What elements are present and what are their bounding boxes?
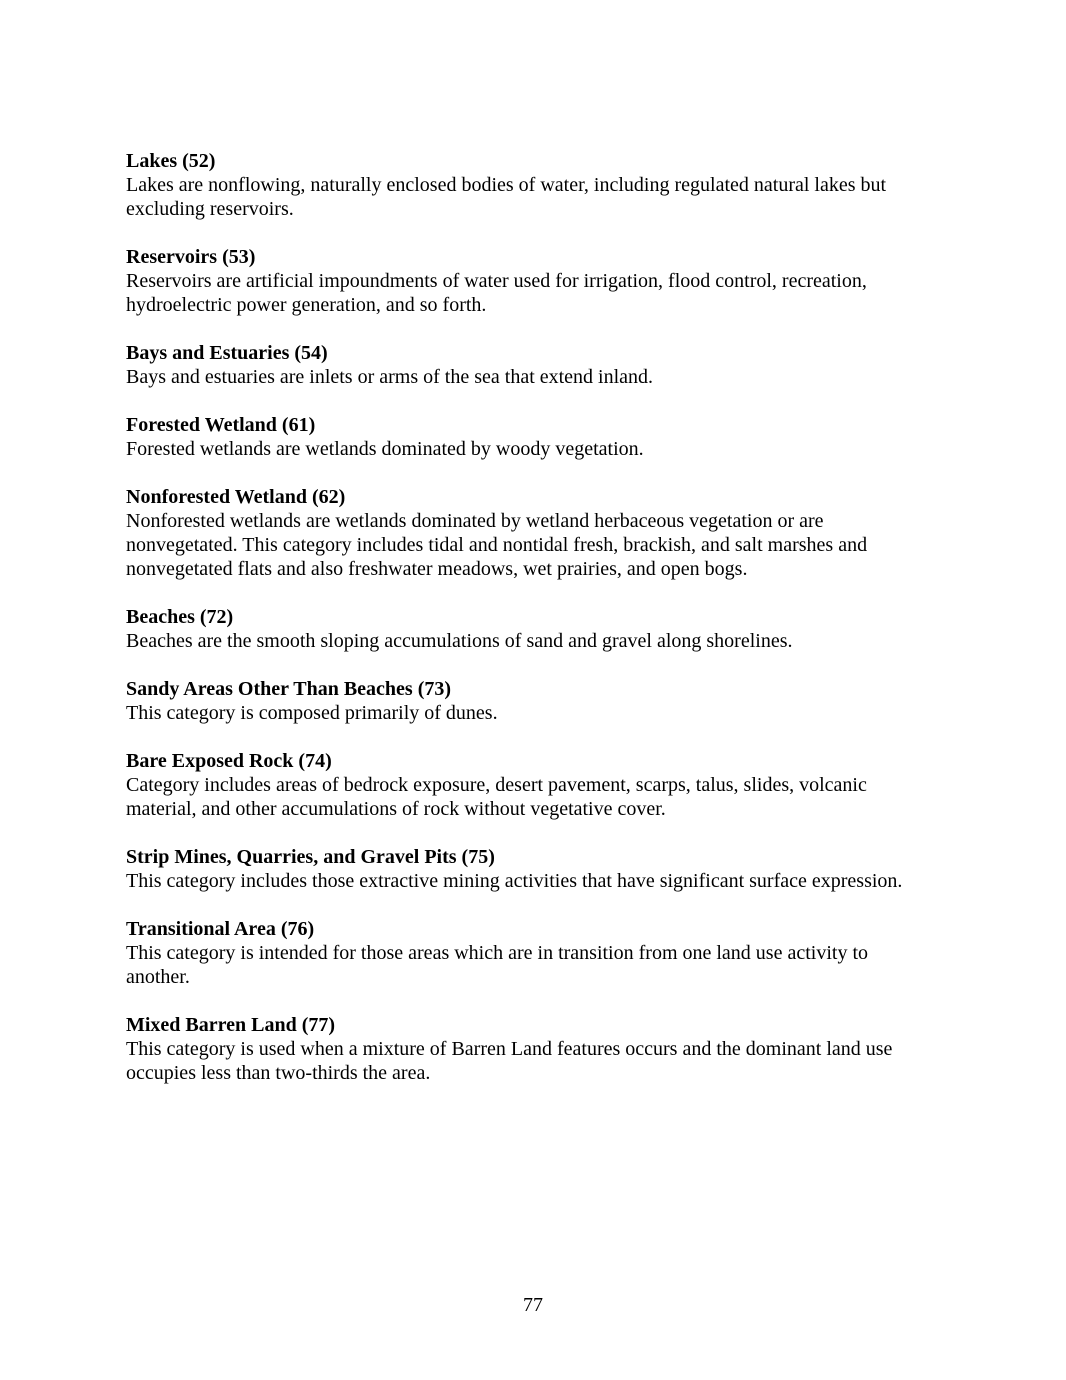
entry-reservoirs — [126, 245, 956, 317]
description-line: Beaches are the smooth sloping accumulations of sand and gravel along shorelines. — [126, 630, 793, 652]
entry-heading: Mixed Barren Land (77) — [126, 1014, 336, 1036]
entry-heading: Bare Exposed Rock (74) — [126, 750, 332, 772]
entry-description — [126, 941, 956, 989]
entry-transitional-area — [126, 917, 956, 989]
entry-heading: Nonforested Wetland (62) — [126, 486, 346, 508]
entry-mixed-barren-land — [126, 1013, 956, 1085]
entry-heading: Beaches (72) — [126, 606, 234, 628]
entry-bays-and-estuaries — [126, 341, 956, 389]
description-line: material, and other accumulations of rock without vegetative cover. — [126, 798, 666, 820]
entry-heading: Bays and Estuaries (54) — [126, 342, 328, 364]
description-line: hydroelectric power generation, and so forth. — [126, 294, 487, 316]
entry-heading: Transitional Area (76) — [126, 918, 315, 940]
entry-description — [126, 173, 956, 221]
entry-description — [126, 269, 956, 317]
entry-beaches — [126, 605, 956, 653]
entry-description — [126, 773, 956, 821]
description-line: Forested wetlands are wetlands dominated by woody vegetation. — [126, 438, 644, 460]
description-line: nonvegetated flats and also freshwater meadows, wet prairies, and open bogs. — [126, 558, 748, 580]
entry-heading: Reservoirs (53) — [126, 246, 256, 268]
entry-strip-mines — [126, 845, 956, 893]
entry-bare-exposed-rock — [126, 749, 956, 821]
description-line: excluding reservoirs. — [126, 198, 294, 220]
entry-description — [126, 629, 956, 653]
page-content — [126, 149, 956, 1109]
description-line: occupies less than two-thirds the area. — [126, 1062, 431, 1084]
entry-heading: Strip Mines, Quarries, and Gravel Pits (75) — [126, 846, 495, 868]
entry-description — [126, 1037, 956, 1085]
description-line: nonvegetated. This category includes tidal and nontidal fresh, brackish, and salt marshes and — [126, 534, 868, 556]
entry-nonforested-wetland — [126, 485, 956, 581]
entry-description — [126, 509, 956, 581]
entry-heading: Lakes (52) — [126, 150, 216, 172]
description-line: Lakes are nonflowing, naturally enclosed bodies of water, including regulated natural lakes but — [126, 174, 887, 196]
entry-description — [126, 701, 956, 725]
description-line: Nonforested wetlands are wetlands dominated by wetland herbaceous vegetation or are — [126, 510, 824, 532]
description-line: This category includes those extractive mining activities that have significant surface expression. — [126, 870, 903, 892]
description-line: This category is used when a mixture of Barren Land features occurs and the dominant land use — [126, 1038, 893, 1060]
entry-heading: Forested Wetland (61) — [126, 414, 316, 436]
description-line: Reservoirs are artificial impoundments of water used for irrigation, flood control, recreation, — [126, 270, 867, 292]
description-line: Bays and estuaries are inlets or arms of the sea that extend inland. — [126, 366, 654, 388]
description-line: another. — [126, 966, 190, 988]
entry-lakes — [126, 149, 956, 221]
entry-heading: Sandy Areas Other Than Beaches (73) — [126, 678, 452, 700]
entry-description — [126, 365, 956, 389]
entry-forested-wetland — [126, 413, 956, 461]
page-number: 77 — [523, 1294, 543, 1316]
description-line: This category is intended for those areas which are in transition from one land use activity to — [126, 942, 869, 964]
description-line: Category includes areas of bedrock exposure, desert pavement, scarps, talus, slides, volcanic — [126, 774, 867, 796]
description-line: This category is composed primarily of dunes. — [126, 702, 498, 724]
entry-sandy-areas — [126, 677, 956, 725]
entry-description — [126, 437, 956, 461]
entry-description — [126, 869, 956, 893]
